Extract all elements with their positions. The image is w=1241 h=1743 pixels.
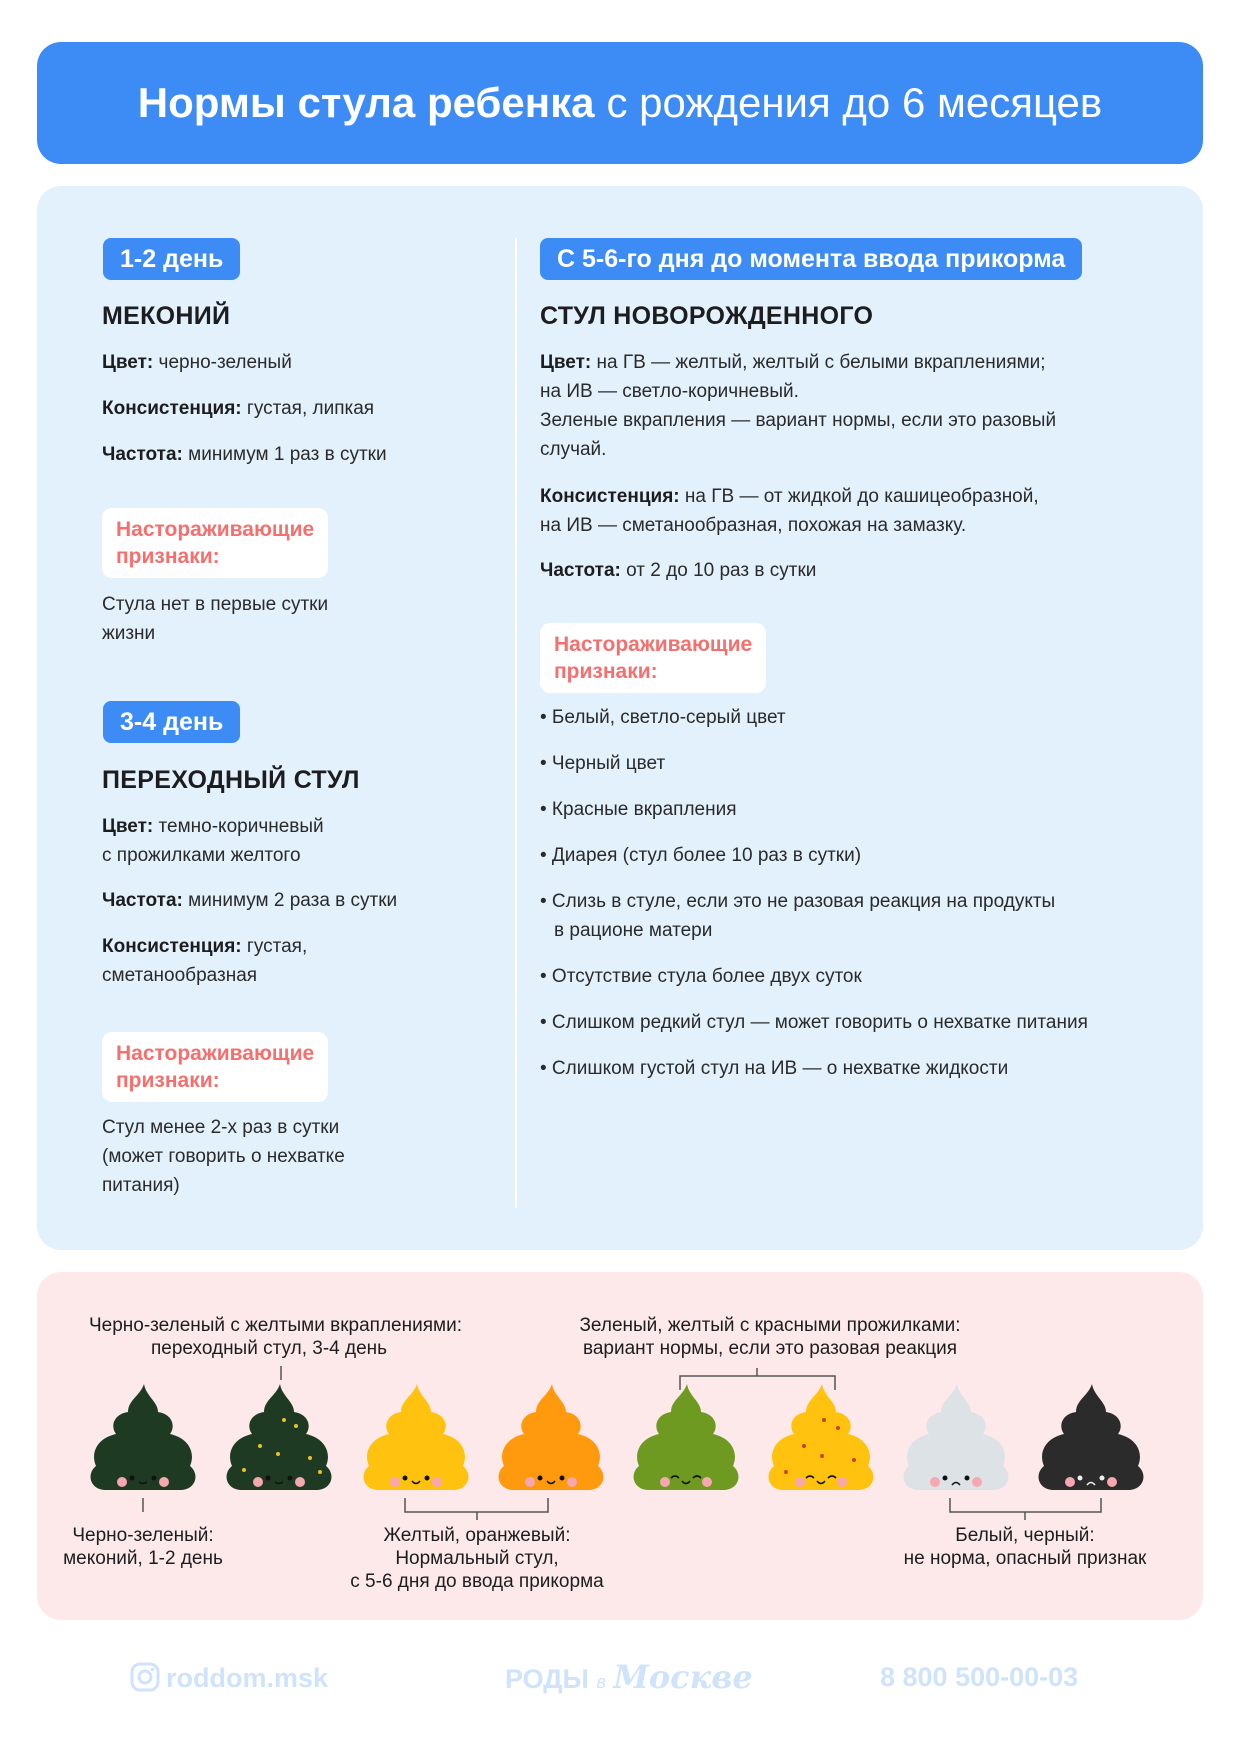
alarm-text-2 xyxy=(102,1113,345,1200)
stool-green-icon xyxy=(627,1382,745,1494)
brand-logo xyxy=(505,1658,753,1696)
line: жизни xyxy=(102,623,156,644)
label: Консистенция: xyxy=(540,486,680,507)
stool-body xyxy=(904,1384,1009,1490)
newborn-consistency xyxy=(540,482,1039,540)
info-panel xyxy=(37,186,1203,1250)
bullet-item: • Красные вкрапления xyxy=(540,799,737,820)
line: не норма, опасный признак xyxy=(903,1548,1147,1569)
transitional-consistency xyxy=(102,932,307,990)
label: Консистенция: xyxy=(102,936,242,957)
alarm-line: признаки: xyxy=(554,660,658,683)
instagram-link[interactable] xyxy=(130,1662,328,1694)
instagram-handle: roddom.msk xyxy=(166,1663,329,1693)
alarm-label-1 xyxy=(102,508,328,578)
label: Частота: xyxy=(102,444,183,465)
line: вариант нормы, если это разовая реакция xyxy=(582,1338,958,1359)
page-header xyxy=(37,42,1203,164)
title-rest: с рождения до 6 месяцев xyxy=(606,79,1103,126)
section-title-meconium: МЕКОНИЙ xyxy=(102,302,231,330)
value: минимум 1 раз в сутки xyxy=(188,444,387,465)
footer xyxy=(0,1650,1241,1710)
stool-colors-panel xyxy=(37,1272,1203,1620)
meconium-consistency xyxy=(102,394,374,423)
section-title-transitional: ПЕРЕХОДНЫЙ СТУЛ xyxy=(102,766,360,794)
phone-number[interactable]: 8 800 500-00-03 xyxy=(880,1662,1079,1692)
badge-day-5-6: С 5-6-го дня до момента ввода прикорма xyxy=(540,238,1082,280)
stool-body xyxy=(769,1384,874,1490)
stool-body xyxy=(91,1384,196,1490)
label: Цвет: xyxy=(102,816,154,837)
label: Цвет: xyxy=(102,352,154,373)
alarm-line: признаки: xyxy=(116,1069,220,1092)
value: густая, xyxy=(246,936,308,957)
bullet-item: • Белый, светло-серый цвет xyxy=(540,707,786,728)
newborn-color xyxy=(540,348,1056,464)
label: Частота: xyxy=(540,560,621,581)
line: с 5-6 дня до ввода прикорма xyxy=(350,1571,604,1592)
section-title-newborn: СТУЛ НОВОРОЖДЕННОГО xyxy=(540,302,874,330)
line: Зеленые вкрапления — вариант нормы, если это разовый xyxy=(540,410,1057,431)
line: Черно-зеленый: xyxy=(72,1525,214,1546)
line: на ИВ — светло-коричневый. xyxy=(540,381,799,402)
alarm-label-2 xyxy=(102,1032,328,1102)
line: меконий, 1-2 день xyxy=(63,1548,223,1569)
alarm-label-3 xyxy=(540,623,766,693)
newborn-frequency xyxy=(540,556,816,585)
bullet-item: • Слишком густой стул на ИВ — о нехватке жидкости xyxy=(540,1058,1009,1079)
bullet-item: • Отсутствие стула более двух суток xyxy=(540,966,862,987)
value: от 2 до 10 раз в сутки xyxy=(626,560,817,581)
stool-transitional-icon xyxy=(220,1382,338,1494)
stool-white-icon xyxy=(897,1382,1015,1494)
line: Стул менее 2-х раз в сутки xyxy=(102,1117,340,1138)
line: Черно-зеленый с желтыми вкраплениями: xyxy=(89,1315,462,1336)
line: Нормальный стул, xyxy=(395,1548,559,1569)
line: (может говорить о нехватке xyxy=(102,1146,345,1167)
value: на ГВ — желтый, желтый с белыми вкраплениями; xyxy=(596,352,1046,373)
column-divider xyxy=(515,238,517,1208)
stool-body xyxy=(499,1384,604,1490)
alarm-line: Настораживающие xyxy=(554,633,753,656)
line: Желтый, оранжевый: xyxy=(383,1525,571,1546)
stool-body xyxy=(1039,1384,1144,1490)
line: Белый, черный: xyxy=(955,1525,1095,1546)
alarm-line: Настораживающие xyxy=(116,518,315,541)
line: питания) xyxy=(102,1175,180,1196)
line: случай. xyxy=(540,439,607,460)
value: минимум 2 раза в сутки xyxy=(188,890,398,911)
stool-meconium-icon xyxy=(84,1382,202,1494)
brand-small: в xyxy=(596,1672,606,1692)
line: Стула нет в первые сутки xyxy=(102,594,329,615)
meconium-frequency xyxy=(102,440,387,469)
title-bold: Нормы стула ребенка xyxy=(137,79,595,126)
label: Консистенция: xyxy=(102,398,242,419)
alarm-line: Настораживающие xyxy=(116,1042,315,1065)
value-line2: с прожилками желтого xyxy=(102,845,301,866)
bullet-item: • Диарея (стул более 10 раз в сутки) xyxy=(540,845,862,866)
line: переходный стул, 3-4 день xyxy=(150,1338,388,1359)
bullet-item: • Слишком редкий стул — может говорить о нехватке питания xyxy=(540,1012,1088,1033)
bullet-item-continuation: в рационе матери xyxy=(554,920,713,941)
label: Цвет: xyxy=(540,352,592,373)
value: темно-коричневый xyxy=(158,816,324,837)
alarm-line: признаки: xyxy=(116,545,220,568)
stool-yellow-red-icon xyxy=(762,1382,880,1494)
caption-meconium xyxy=(43,1524,243,1570)
stool-body xyxy=(364,1384,469,1490)
badge-day-1-2: 1-2 день xyxy=(103,238,240,280)
stool-body xyxy=(634,1384,739,1490)
stool-black-icon xyxy=(1032,1382,1150,1494)
bullet-item: • Слизь в стуле, если это не разовая реакция на продукты xyxy=(540,891,1056,912)
badge-day-3-4: 3-4 день xyxy=(103,701,240,743)
value: густая, липкая xyxy=(246,398,375,419)
brand-main: РОДЫ xyxy=(505,1664,589,1694)
line: на ИВ — сметанообразная, похожая на замазку. xyxy=(540,515,967,536)
value-line2: сметанообразная xyxy=(102,965,258,986)
caption-danger xyxy=(895,1524,1155,1570)
transitional-frequency xyxy=(102,886,397,915)
alarm-text-1 xyxy=(102,590,328,648)
stool-yellow-icon xyxy=(357,1382,475,1494)
value: на ГВ — от жидкой до кашицеобразной, xyxy=(684,486,1039,507)
label: Частота: xyxy=(102,890,183,911)
value: черно-зеленый xyxy=(158,352,292,373)
stool-orange-icon xyxy=(492,1382,610,1494)
line: Зеленый, желтый с красными прожилками: xyxy=(579,1315,961,1336)
meconium-color xyxy=(102,348,292,377)
caption-normal xyxy=(337,1524,617,1593)
bullet-item: • Черный цвет xyxy=(540,753,666,774)
transitional-color xyxy=(102,812,324,870)
stool-body xyxy=(227,1384,332,1490)
brand-script: Москве xyxy=(613,1658,753,1696)
instagram-icon xyxy=(130,1662,160,1692)
